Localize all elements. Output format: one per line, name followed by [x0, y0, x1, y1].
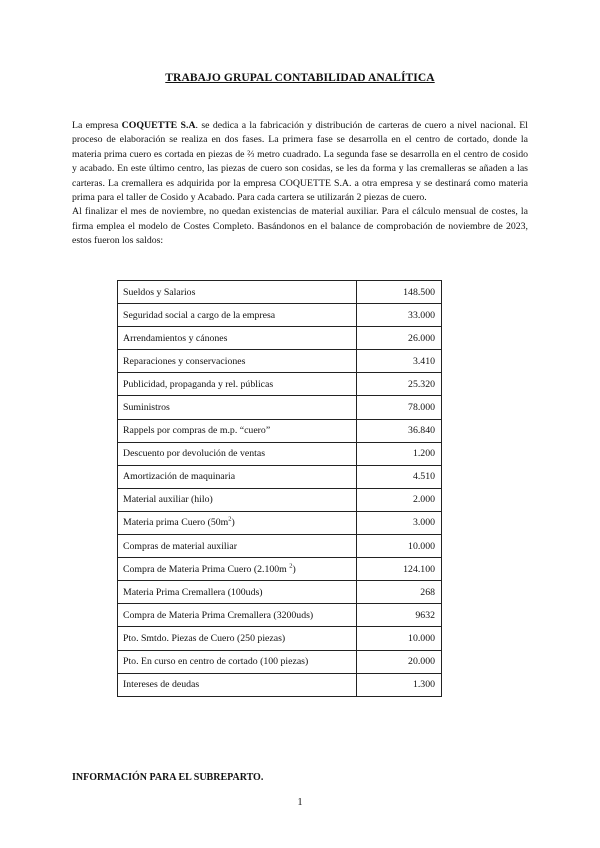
table-cell-concept	[118, 650, 357, 673]
table-cell-concept	[118, 488, 357, 511]
table-row	[118, 304, 442, 327]
table-cell-amount: 33.000	[357, 304, 442, 327]
superscript-exponent: 2	[289, 562, 293, 570]
table-cell-concept	[118, 604, 357, 627]
section-heading: INFORMACIÓN PARA EL SUBREPARTO.	[72, 772, 264, 783]
concept-text: Compras de material auxiliar	[123, 540, 237, 552]
table-cell-concept	[118, 511, 357, 534]
table-row	[118, 373, 442, 396]
concept-text: Intereses de deudas	[123, 679, 200, 691]
paragraph-body: . se dedica a la fabricación y distribución de carteras de cuero a nivel nacional. El proceso de elaboración se realiza en dos fases. La primera fase se desarrolla en el centro de cortado, donde la materia prima cuero es cortada en piezas de ⅔ metro cuadrado. La segunda fase se desarrolla en el centro de cosido y acabado. En este último centro, las piezas de cuero son cosidas, se les da forma y las cremalleras se añaden a las carteras. La cremallera es adquirida por la empresa COQUETTE S.A. a otra empresa y se destinará como materia prima para el taller de Cosido y Acabado. Para cada cartera se utilizarán 2 piezas de cuero.	[72, 120, 529, 204]
table-row	[118, 327, 442, 350]
concept-text: Seguridad social a cargo de la empresa	[123, 309, 276, 321]
table-cell-concept	[118, 373, 357, 396]
table-row	[118, 350, 442, 373]
balance-table	[117, 280, 442, 697]
paragraph-company-description	[72, 119, 528, 205]
table-row	[118, 558, 442, 581]
table-cell-concept	[118, 327, 357, 350]
table-cell-amount: 9632	[357, 604, 442, 627]
concept-text: Publicidad, propaganda y rel. públicas	[123, 378, 274, 390]
paragraph-prefix: La empresa	[72, 120, 122, 131]
concept-text: Pto. En curso en centro de cortado (100 piezas)	[123, 656, 309, 668]
concept-text: Descuento por devolución de ventas	[123, 448, 266, 460]
table-cell-concept	[118, 350, 357, 373]
table-cell-amount: 124.100	[357, 558, 442, 581]
table-cell-amount: 78.000	[357, 396, 442, 419]
concept-text: Compra de Materia Prima Cuero (2.100m	[123, 563, 290, 575]
table-row	[118, 673, 442, 696]
concept-suffix: )	[231, 517, 235, 529]
table-row	[118, 281, 442, 304]
table-cell-concept	[118, 281, 357, 304]
concept-text: Sueldos y Salarios	[123, 286, 196, 298]
page-number: 1	[297, 797, 303, 808]
table-cell-amount: 1.300	[357, 673, 442, 696]
table-row	[118, 650, 442, 673]
table-row	[118, 627, 442, 650]
concept-text: Reparaciones y conservaciones	[123, 355, 246, 367]
table-cell-amount: 1.200	[357, 442, 442, 465]
concept-text: Compra de Materia Prima Cremallera (3200uds)	[123, 609, 314, 621]
table-row	[118, 396, 442, 419]
table-cell-amount: 10.000	[357, 535, 442, 558]
table-cell-amount: 20.000	[357, 650, 442, 673]
table-cell-amount: 26.000	[357, 327, 442, 350]
table-cell-amount: 3.410	[357, 350, 442, 373]
concept-text: Rappels por compras de m.p. “cuero”	[123, 425, 271, 437]
table-cell-concept	[118, 465, 357, 488]
concept-text: Materia prima Cuero (50m	[123, 517, 229, 529]
concept-text: Pto. Smtdo. Piezas de Cuero (250 piezas)	[123, 632, 286, 644]
concept-text: Arrendamientos y cánones	[123, 332, 228, 344]
table-cell-concept	[118, 673, 357, 696]
table-cell-amount: 25.320	[357, 373, 442, 396]
table-cell-concept	[118, 558, 357, 581]
concept-text: Suministros	[123, 402, 170, 414]
table-cell-amount: 2.000	[357, 488, 442, 511]
concept-text: Material auxiliar (hilo)	[123, 494, 213, 506]
table-row	[118, 419, 442, 442]
table-row	[118, 442, 442, 465]
concept-text: Materia Prima Cremallera (100uds)	[123, 586, 263, 598]
document-title: TRABAJO GRUPAL CONTABILIDAD ANALÍTICA	[165, 72, 435, 84]
table-cell-amount: 3.000	[357, 511, 442, 534]
company-name: COQUETTE S.A	[121, 120, 196, 131]
table-cell-concept	[118, 535, 357, 558]
table-cell-concept	[118, 304, 357, 327]
table-cell-concept	[118, 581, 357, 604]
concept-suffix: )	[292, 563, 296, 575]
table-row	[118, 604, 442, 627]
table-cell-amount: 4.510	[357, 465, 442, 488]
table-row	[118, 511, 442, 534]
paragraph-balance-intro: Al finalizar el mes de noviembre, no quedan existencias de material auxiliar. Para el cálculo mensual de costes, la firma emplea el modelo de Costes Completo. Basándonos en el balance de comprobación de noviembre de 2023, estos fueron los saldos:	[72, 206, 528, 247]
table-row	[118, 535, 442, 558]
table-cell-concept	[118, 396, 357, 419]
table-cell-amount: 268	[357, 581, 442, 604]
table-row	[118, 465, 442, 488]
table-cell-concept	[118, 442, 357, 465]
table-cell-amount: 10.000	[357, 627, 442, 650]
concept-text: Amortización de maquinaria	[123, 471, 236, 483]
table-cell-amount: 148.500	[357, 281, 442, 304]
superscript-exponent: 2	[228, 516, 232, 524]
table-cell-amount: 36.840	[357, 419, 442, 442]
table-row	[118, 581, 442, 604]
intro-text	[72, 119, 528, 249]
table-cell-concept	[118, 419, 357, 442]
table-row	[118, 488, 442, 511]
table-cell-concept	[118, 627, 357, 650]
balance-table-body	[118, 281, 442, 697]
